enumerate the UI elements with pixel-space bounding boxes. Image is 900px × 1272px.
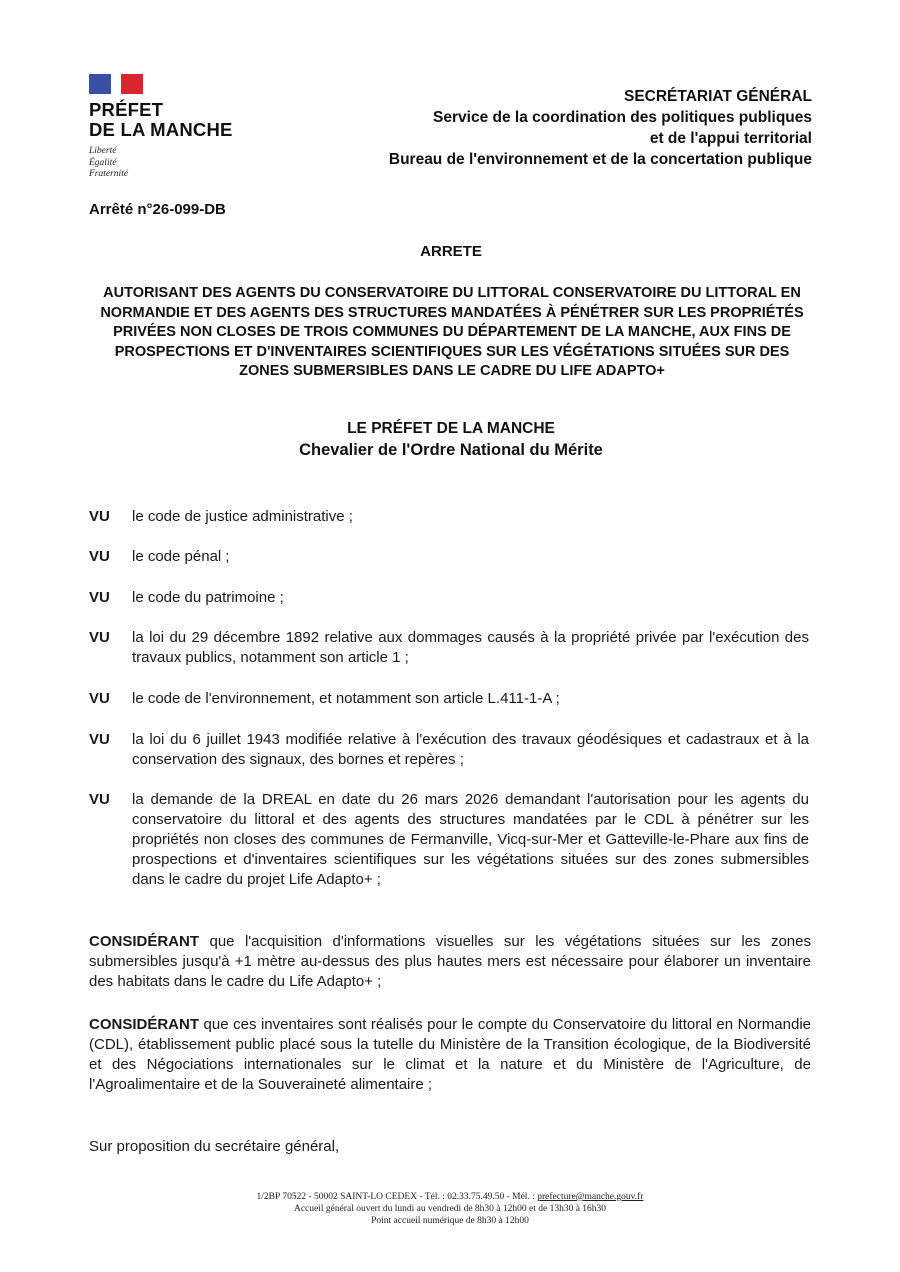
vu-keyword: VU xyxy=(89,629,110,646)
footer-address: 1/2BP 70522 - 50002 SAINT-LO CEDEX - Tél. : 02.33.75.49.50 - Mél. : xyxy=(256,1192,535,1202)
considerant-text: que l'acquisition d'informations visuelles sur les végétations situées sur les zones submersibles jusqu'à +1 mètre au-dessus des plus hautes mers est nécessaire pour élaborer un inventaire des habitats dans le cadre du Life Adapto+ ; xyxy=(89,933,811,990)
arrete-number: Arrêté n°26-099-DB xyxy=(89,201,226,218)
prefet-heading: LE PRÉFET DE LA MANCHE xyxy=(347,420,555,437)
footer-digital-hours: Point accueil numérique de 8h30 à 12h00 xyxy=(371,1216,529,1226)
logo-title-line2: DE LA MANCHE xyxy=(89,119,233,140)
vu-item xyxy=(89,507,809,527)
prefet-title: Chevalier de l'Ordre National du Mérite xyxy=(299,441,603,459)
service-header xyxy=(389,86,812,170)
footer-email-link[interactable]: prefecture@manche.gouv.fr xyxy=(537,1192,644,1202)
vu-keyword: VU xyxy=(89,548,110,565)
proposal-line: Sur proposition du secrétaire général, xyxy=(89,1138,340,1155)
considerant-text: que ces inventaires sont réalisés pour le compte du Conservatoire du littoral en Normandie (CDL), établissement public placé sous la tutelle du Ministère de la Transition écologique, de la Biodiversité et des Négociations internationales sur le climat et la nature et du Ministère de l'Agriculture, de l'Agroalimentaire et de la Souveraineté alimentaire ; xyxy=(89,1016,811,1093)
vu-item xyxy=(89,689,809,709)
motto-fraternite: Fraternité xyxy=(89,169,129,179)
flag-red-band xyxy=(121,74,143,94)
footer-address-line xyxy=(150,1191,750,1203)
document-title: ARRETE xyxy=(420,243,482,260)
vu-text: le code pénal ; xyxy=(132,548,230,565)
logo-title-line1: PRÉFET xyxy=(89,99,164,120)
vu-item xyxy=(89,547,809,567)
service-line-coordination: Service de la coordination des politiques publiques xyxy=(433,109,812,126)
footer-opening-hours: Accueil général ouvert du lundi au vendredi de 8h30 à 12h00 et de 13h30 à 16h30 xyxy=(293,1204,607,1214)
vu-item xyxy=(89,628,809,668)
marianne-logo xyxy=(89,74,259,181)
service-line-appui: et de l'appui territorial xyxy=(649,130,812,147)
considerant-paragraph xyxy=(89,1015,811,1095)
vu-item xyxy=(89,730,809,770)
vu-keyword: VU xyxy=(89,791,110,808)
vu-keyword: VU xyxy=(89,508,110,525)
vu-keyword: VU xyxy=(89,589,110,606)
flag-blue-band xyxy=(89,74,111,94)
motto-liberte: Liberté xyxy=(89,146,117,156)
vu-text: la loi du 6 juillet 1943 modifiée relative à l'exécution des travaux géodésiques et cadastraux et à la conservation des signaux, des bornes et repères ; xyxy=(132,731,809,768)
vu-keyword: VU xyxy=(89,731,110,748)
vu-text: la loi du 29 décembre 1892 relative aux dommages causés à la propriété privée par l'exécution des travaux publics, notamment son article 1 ; xyxy=(132,629,809,666)
vu-text: le code de justice administrative ; xyxy=(132,508,353,525)
considerant-keyword: CONSIDÉRANT xyxy=(89,1016,200,1033)
vu-item xyxy=(89,588,809,608)
logo-title xyxy=(89,100,259,140)
page-footer xyxy=(150,1191,750,1227)
considerant-keyword: CONSIDÉRANT xyxy=(89,933,200,950)
flag-white-band xyxy=(111,74,121,94)
tricolor-flag-icon xyxy=(89,74,143,94)
motto-egalite: Égalité xyxy=(89,157,117,168)
vu-text: le code de l'environnement, et notamment son article L.411-1-A ; xyxy=(132,690,560,707)
considerant-paragraph xyxy=(89,932,811,992)
service-line-bureau: Bureau de l'environnement et de la concertation publique xyxy=(388,151,812,168)
republic-motto xyxy=(89,146,259,181)
vu-text: la demande de la DREAL en date du 26 mars 2026 demandant l'autorisation pour les agents du conservatoire du littoral et des agents des structures mandatées par le CDL à pénétrer sur les propriétés non closes des communes de Fermanville, Vicq-sur-Mer et Gatteville-le-Phare aux fins de prospections et d'inventaires scientifiques sur les végétations situées sur des zones submersibles dans le cadre du projet Life Adapto+ ; xyxy=(132,791,809,888)
vu-item xyxy=(89,790,809,890)
vu-keyword: VU xyxy=(89,690,110,707)
arrete-object: AUTORISANT DES AGENTS DU CONSERVATOIRE DU LITTORAL CONSERVATOIRE DU LITTORAL EN NORMANDIE ET DES AGENTS DES STRUCTURES MANDATÉES À PÉNÉTRER SUR LES PROPRIÉTÉS PRIVÉES NON CLOSES DE TROIS COMMUNES DU DÉPARTEMENT DE LA MANCHE, AUX FINS DE PROSPECTIONS ET D'INVENTAIRES SCIENTIFIQUES SUR LES VÉGÉTATIONS SITUÉES SUR DES ZONES SUBMERSIBLES DANS LE CADRE DU LIFE ADAPTO+ xyxy=(100,285,804,379)
service-line-secretariat: SECRÉTARIAT GÉNÉRAL xyxy=(623,88,812,105)
vu-text: le code du patrimoine ; xyxy=(132,589,284,606)
